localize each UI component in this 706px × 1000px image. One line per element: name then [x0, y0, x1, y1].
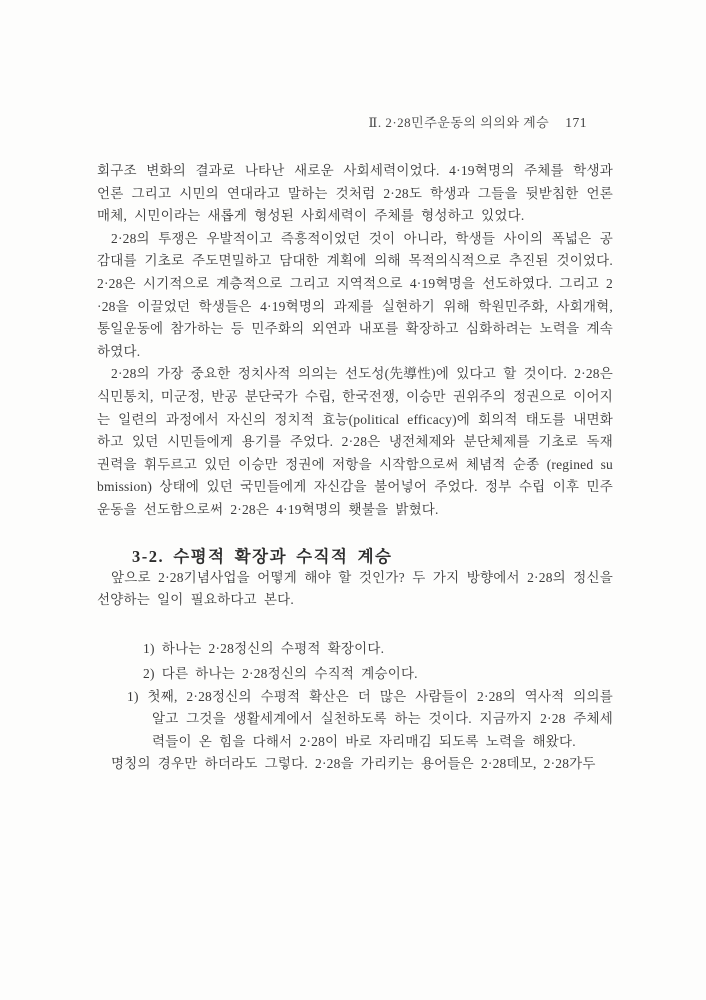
list-item: 2) 다른 하나는 2·28정신의 수직적 계승이다.: [143, 665, 418, 681]
chapter-title: Ⅱ. 2·28민주운동의 의의와 계승: [368, 115, 550, 130]
paragraph-continuation: 회구조 변화의 결과로 나타난 새로운 사회세력이었다. 4·19혁명의 주체를 학생과 언론 그리고 시민의 연대라고 말하는 것처럼 2·28도 학생과 그들을 뒷받침한 언론 매체, 시민이라는 새롭게 형성된 사회세력이 주체를 형성하고 있었다.: [97, 163, 613, 224]
section-heading: 3-2. 수평적 확장과 수직적 계승: [132, 546, 393, 566]
paragraph-question: 앞으로 2·28기념사업을 어떻게 해야 할 것인가? 두 가지 방향에서 2·28의 정신을 선양하는 일이 필요하다고 본다.: [97, 569, 613, 608]
paragraph-significance: 2·28의 가장 중요한 정치사적 의의는 선도성(先導性)에 있다고 할 것이다. 2·28은 식민통치, 미군정, 반공 분단국가 수립, 한국전쟁, 이승만 권위주의 정권으로 이어지는 일련의 과정에서 자신의 정치적 효능(political efficacy)에 회의적 태도를 내면화하고 있던 시민들에게 용기를 주었다. 2·28은 냉전체제와 분단체제를 기초로 독재 권력을 휘두르고 있던 이승만 정권에 저항을 시작함으로써 체념적 순종 (regined submission) 상태에 있던 국민들에게 자신감을 불어넣어 주었다. 정부 수립 이후 민주운동을 선도함으로써 2·28은 4·19혁명의 횃불을 밝혔다.: [97, 366, 613, 517]
page-number: 171: [565, 115, 587, 130]
running-header: [97, 112, 613, 131]
list-item: 1) 하나는 2·28정신의 수평적 확장이다.: [143, 640, 385, 656]
paragraph-naming: 명칭의 경우만 하더라도 그렇다. 2·28을 가리키는 용어들은 2·28데모, 2·28가두: [111, 756, 596, 772]
body-text: [97, 160, 613, 776]
paragraph-first-point: 1) 첫째, 2·28정신의 수평적 확산은 더 많은 사람들이 2·28의 역사적 의의를 알고 그것을 생활세계에서 실천하도록 하는 것이다. 지금까지 2·28 주체세력들이 온 힘을 다해서 2·28이 바로 자리매김 되도록 노력을 해왔다.: [127, 688, 613, 749]
paragraph-struggle: 2·28의 투쟁은 우발적이고 즉흥적이었던 것이 아니라, 학생들 사이의 폭넓은 공감대를 기초로 주도면밀하고 담대한 계획에 의해 목적의식적으로 추진된 것이었다. 2·28은 시기적으로 계층적으로 그리고 지역적으로 4·19혁명을 선도하였다. 그리고 2·28을 이끌었던 학생들은 4·19혁명의 과제를 실현하기 위해 학원민주화, 사회개혁, 통일운동에 참가하는 등 민주화의 외연과 내포를 확장하고 심화하려는 노력을 계속하였다.: [97, 230, 613, 359]
direction-list: [143, 636, 613, 686]
page-content: [97, 0, 613, 776]
